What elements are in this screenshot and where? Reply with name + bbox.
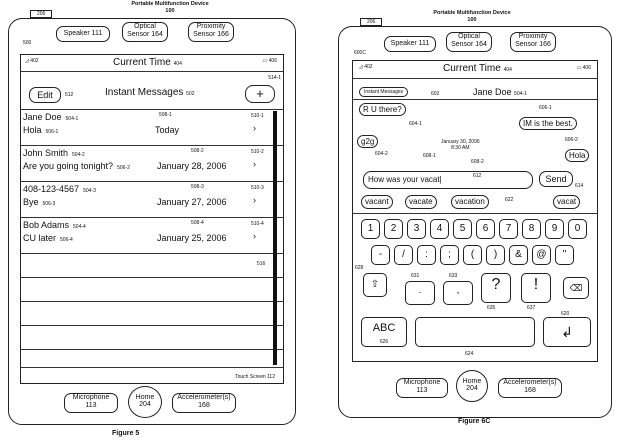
suggestion-chip[interactable]: vacat <box>553 195 580 209</box>
fig5-current-time: Current Time 404 <box>113 57 182 68</box>
send-ref: 614 <box>575 183 584 189</box>
fig5-accelerometer: Accelerometer(s) 168 <box>172 393 236 413</box>
key-ampersand[interactable]: & <box>509 245 528 265</box>
key-ref: 628 <box>355 265 364 271</box>
fig6-current-time: Current Time 404 <box>443 63 512 74</box>
fig6-screen <box>352 60 598 362</box>
fig5-speaker: Speaker 111 <box>56 26 110 42</box>
fig5-screen-title: Instant Messages 502 <box>105 87 195 98</box>
suggestion-chip[interactable]: vacation <box>451 195 489 209</box>
key-5[interactable]: 5 <box>453 219 472 239</box>
fig6-speaker: Speaker 111 <box>384 36 436 52</box>
bubble-ref: 604-1 <box>409 121 422 127</box>
send-button[interactable]: Send <box>539 171 573 187</box>
fig5-microphone: Microphone 113 <box>64 393 118 413</box>
back-ref: 602 <box>431 91 440 97</box>
touch-screen-label: Touch Screen 112 <box>235 374 275 380</box>
back-button[interactable]: Instant Messages <box>359 87 408 97</box>
input-ref: 612 <box>473 173 482 179</box>
sent-bubble: IM is the best. <box>519 117 577 130</box>
fig5-device-ref: 100 <box>165 8 175 14</box>
key-ref: 637 <box>527 305 536 311</box>
chevron-right-icon[interactable]: › <box>253 195 256 205</box>
edit-ref: 512 <box>65 92 74 98</box>
message-row[interactable] <box>21 217 283 254</box>
key-6[interactable]: 6 <box>476 219 495 239</box>
key-quote[interactable]: " <box>555 245 574 265</box>
message-row[interactable] <box>21 181 283 218</box>
chevron-ref: 510-1 <box>251 113 264 119</box>
date-ref: 508-1 <box>159 112 172 118</box>
message-row[interactable] <box>21 145 283 182</box>
fig6-device-title: Portable Multifunction Device <box>433 10 511 16</box>
key-semicolon[interactable]: ; <box>440 245 459 265</box>
scroll-bar[interactable] <box>273 111 277 365</box>
key-ref: 620 <box>561 311 570 317</box>
key-7[interactable]: 7 <box>499 219 518 239</box>
fig5-proximity-sensor: Proximity Sensor 166 <box>188 22 234 42</box>
key-slash[interactable]: / <box>394 245 413 265</box>
fig5-divider <box>21 71 283 72</box>
key-close-paren[interactable]: ) <box>486 245 505 265</box>
message-input[interactable]: How was your vacat| <box>363 171 533 189</box>
keyboard-divider <box>353 213 597 214</box>
message-date: January 25, 2006 <box>157 233 227 243</box>
fig6-divider <box>353 99 597 100</box>
fig6-divider <box>353 78 597 79</box>
key-9[interactable]: 9 <box>545 219 564 239</box>
key-ref: 631 <box>411 273 420 279</box>
space-bar[interactable] <box>415 317 535 347</box>
key-comma[interactable]: , <box>443 281 473 305</box>
empty-row <box>21 277 283 302</box>
date-ref: 508-2 <box>191 148 204 154</box>
key-ref: 624 <box>465 351 474 357</box>
key-1[interactable]: 1 <box>361 219 380 239</box>
chevron-ref: 510-2 <box>251 149 264 155</box>
fig5-caption: Figure 5 <box>112 430 140 437</box>
fig5-device-tag: 206 <box>30 10 52 18</box>
fig6-caption: Figure 6C <box>458 418 491 425</box>
contact-name: Jane Doe 504-1 <box>23 112 79 122</box>
fig5-home-button[interactable]: Home 204 <box>128 386 162 418</box>
chevron-ref: 510-3 <box>251 185 264 191</box>
empty-row <box>21 325 283 350</box>
fig5-ref-500: 500 <box>23 40 32 46</box>
empty-row <box>21 301 283 326</box>
fig6-home-button[interactable]: Home 204 <box>456 370 488 402</box>
bubble-ref: 604-2 <box>375 151 388 157</box>
key-ref: 635 <box>487 305 496 311</box>
fig5-screen <box>20 54 284 384</box>
key-4[interactable]: 4 <box>430 219 449 239</box>
key-2[interactable]: 2 <box>384 219 403 239</box>
key-3[interactable]: 3 <box>407 219 426 239</box>
add-ref: 514-1 <box>268 75 281 81</box>
shift-key-icon[interactable]: ⇧ <box>363 273 387 297</box>
message-date: January 27, 2006 <box>157 197 227 207</box>
contact-name: Jane Doe 504-1 <box>473 87 527 97</box>
timestamp: January 30, 2006 8:30 AM <box>441 139 480 151</box>
key-0[interactable]: 0 <box>568 219 587 239</box>
fig6-device-ref: 100 <box>467 17 477 23</box>
key-period[interactable]: . <box>405 281 435 305</box>
key-ref: 633 <box>449 273 458 279</box>
fig6-optical-sensor: Optical Sensor 164 <box>446 32 492 52</box>
suggestion-chip[interactable]: vacate <box>405 195 437 209</box>
date-ref: 508-4 <box>191 220 204 226</box>
signal-icon: ◿ 402 <box>25 58 39 64</box>
contact-name: Bob Adams 504-4 <box>23 220 86 230</box>
fig5-optical-sensor: Optical Sensor 164 <box>122 22 168 42</box>
fig5-device-title: Portable Multifunction Device <box>131 1 209 7</box>
empty-row <box>21 349 283 368</box>
message-preview: Bye 506-3 <box>23 197 56 207</box>
received-bubble: R U there? <box>359 103 406 116</box>
edit-button[interactable]: Edit <box>29 87 61 103</box>
chevron-ref: 510-4 <box>251 221 264 227</box>
chevron-right-icon[interactable]: › <box>253 231 256 241</box>
empty-row <box>21 253 283 278</box>
message-preview: Hola 506-1 <box>23 125 59 135</box>
battery-icon: ▭ 406 <box>262 58 277 64</box>
bubble-ref: 606-1 <box>539 105 552 111</box>
timestamp-ref: 608-1 <box>423 153 436 159</box>
backspace-icon[interactable]: ⌫ <box>563 277 589 299</box>
suggestion-chip[interactable]: vacant <box>361 195 393 209</box>
key-dash[interactable]: - <box>371 245 390 265</box>
contact-name: John Smith 504-2 <box>23 148 85 158</box>
message-row[interactable] <box>21 109 283 146</box>
key-colon[interactable]: : <box>417 245 436 265</box>
suggestion-ref: 622 <box>505 197 514 203</box>
chevron-right-icon[interactable]: › <box>253 159 256 169</box>
scroll-ref: 516 <box>257 261 266 267</box>
received-bubble: g2g <box>357 135 378 148</box>
key-exclamation[interactable]: ! <box>521 273 551 303</box>
message-preview: Are you going tonight? 506-2 <box>23 161 130 171</box>
contact-name: 408-123-4567 504-3 <box>23 184 96 194</box>
key-question[interactable]: ? <box>481 273 511 303</box>
message-date: Today <box>155 125 180 135</box>
chevron-right-icon[interactable]: › <box>253 123 256 133</box>
fig6-microphone: Microphone 113 <box>396 378 448 398</box>
timestamp-ref: 608-2 <box>471 159 484 165</box>
battery-icon: ▭ 406 <box>576 65 591 71</box>
add-button[interactable]: + <box>245 85 275 103</box>
abc-key[interactable]: ABC 626 <box>361 317 407 347</box>
signal-icon: ◿ 402 <box>359 64 373 70</box>
key-at[interactable]: @ <box>532 245 551 265</box>
bubble-ref: 606-2 <box>565 137 578 143</box>
fig6-device-tag: 206 <box>360 18 382 26</box>
sent-bubble: Hola <box>565 149 589 162</box>
date-ref: 508-3 <box>191 184 204 190</box>
fig6-proximity-sensor: Proximity Sensor 166 <box>510 32 556 52</box>
return-key-icon[interactable]: ↲ <box>543 317 591 347</box>
fig6-accelerometer: Accelerometer(s) 168 <box>498 378 562 398</box>
fig6-ref-600c: 600C <box>354 50 366 56</box>
key-8[interactable]: 8 <box>522 219 541 239</box>
key-open-paren[interactable]: ( <box>463 245 482 265</box>
message-preview: CU later 506-4 <box>23 233 73 243</box>
message-date: January 28, 2006 <box>157 161 227 171</box>
